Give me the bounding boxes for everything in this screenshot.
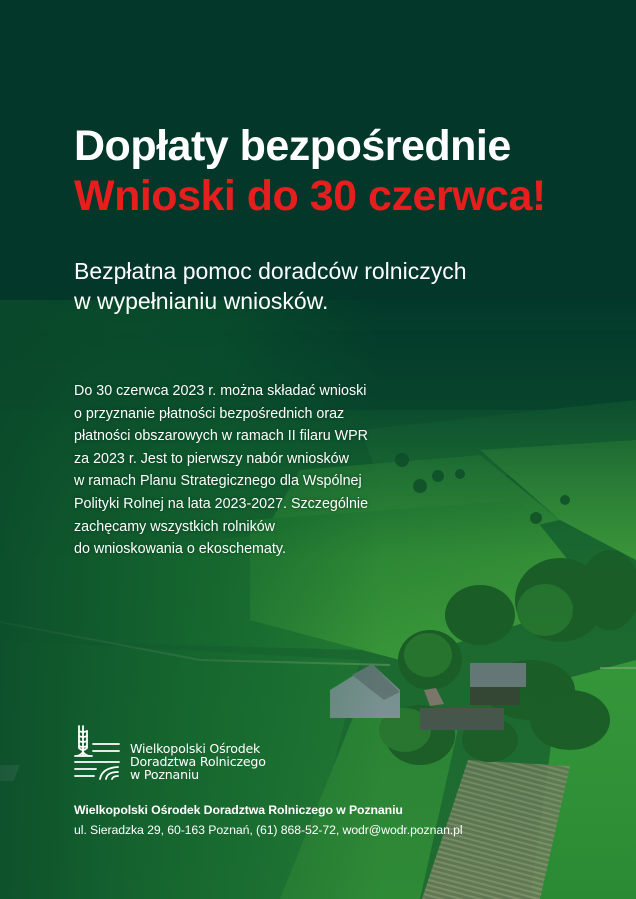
logo-line: w Poznaniu xyxy=(130,767,199,782)
organization-name: Wielkopolski Ośrodek Doradztwa Rolniczego w Poznaniu xyxy=(74,803,403,817)
body-line: o przyznanie płatności bezpośrednich oraz xyxy=(74,405,345,422)
body-line: Polityki Rolnej na lata 2023-2027. Szczególnie xyxy=(74,495,369,512)
subtitle xyxy=(74,256,466,316)
contact-address: ul. Sieradzka 29, 60-163 Poznań, (61) 868-52-72, wodr@wodr.poznan.pl xyxy=(74,823,463,837)
body-line: do wnioskowania o ekoschematy. xyxy=(74,541,286,558)
body-line: zachęcamy wszystkich rolników xyxy=(74,518,276,535)
logo-line: Doradztwa Rolniczego xyxy=(130,754,266,769)
body-line: płatności obszarowych w ramach II filaru WPR xyxy=(74,428,368,445)
body-line: Do 30 czerwca 2023 r. można składać wnioski xyxy=(74,383,367,399)
body-line: za 2023 r. Jest to pierwszy nabór wniosków xyxy=(74,450,349,467)
headline xyxy=(74,121,546,221)
headline-deadline: Wnioski do 30 czerwca! xyxy=(74,172,546,220)
wheat-field-icon xyxy=(74,724,120,782)
logo-text xyxy=(130,742,266,781)
logo-line: Wielkopolski Ośrodek xyxy=(130,741,261,756)
body-paragraph xyxy=(74,380,368,561)
wodr-logo xyxy=(74,724,266,782)
subtitle-line-1: Bezpłatna pomoc doradców rolniczych xyxy=(74,258,467,284)
body-line: w ramach Planu Strategicznego dla Wspólnej xyxy=(74,473,362,490)
contact-block xyxy=(74,800,463,840)
subtitle-line-2: w wypełnianiu wniosków. xyxy=(74,288,329,314)
headline-title: Dopłaty bezpośrednie xyxy=(74,122,511,170)
